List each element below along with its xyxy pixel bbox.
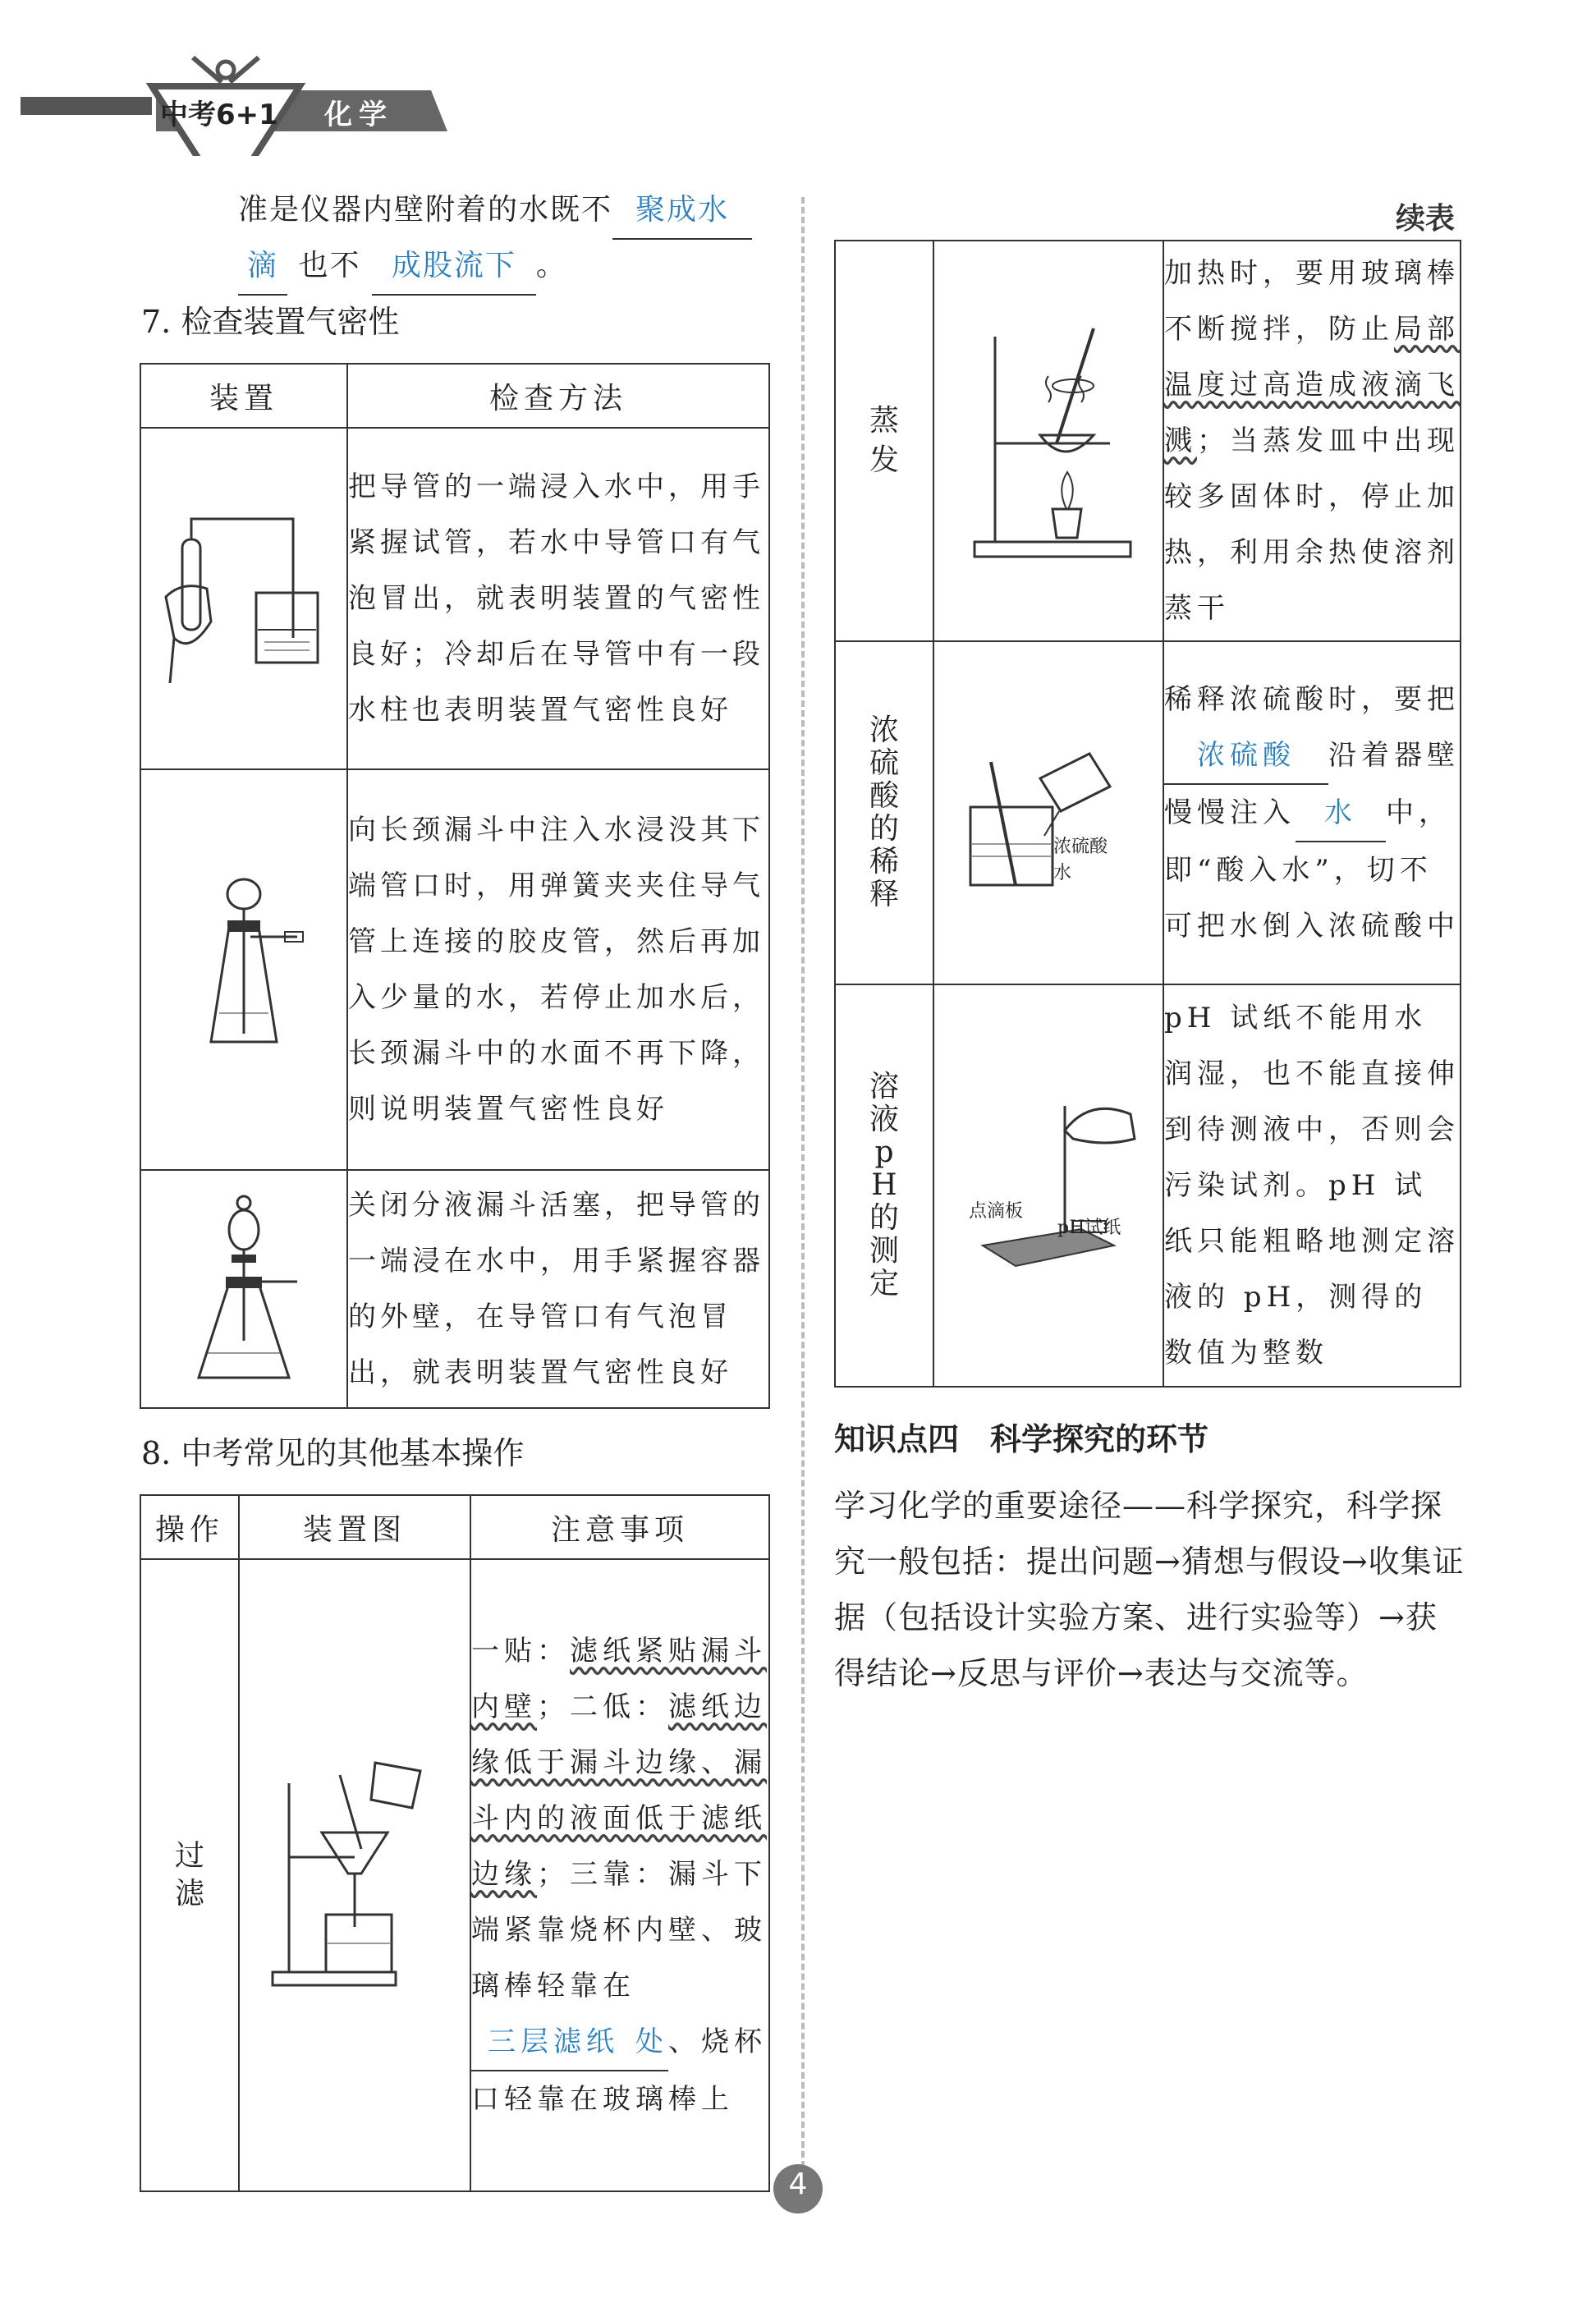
filter-note-part2: ；二低： xyxy=(537,1690,668,1723)
intro-line-2 xyxy=(238,238,567,296)
evaporate-note-part2: ；当蒸发皿中出现较多固体时，停止加热，利用余热使溶剂蒸干 xyxy=(1164,424,1460,625)
ph-fig-label-plate: 点滴板 xyxy=(969,1201,1024,1222)
page-number: 4 xyxy=(788,2168,808,2201)
table8-header-figure: 装置图 xyxy=(239,1495,470,1559)
table7-method-2: 向长颈漏斗中注入水浸没其下端管口时，用弹簧夹夹住导气管上连接的胶皮管，然后再加入少量的水，若停止加水后，长颈漏斗中的水面不再下降，则说明装置气密性良好 xyxy=(347,769,769,1170)
table7-figure-sep-funnel xyxy=(140,1170,347,1408)
filter-note-part3: ；三靠：漏斗下端紧靠烧杯内壁、玻璃棒轻靠在 xyxy=(471,1858,767,2002)
row-dilute-notes xyxy=(1163,641,1461,984)
knowledge-point-4-title: 知识点四 科学探究的环节 xyxy=(834,1421,1209,1457)
evaporate-note-part1: 加热时，要用玻璃棒不断搅拌，防止 xyxy=(1164,257,1460,346)
dilute-note-part2: 沿着器壁慢慢注入 xyxy=(1164,739,1460,829)
table7-method-1: 把导管的一端浸入水中，用手紧握试管，若水中导管口有气泡冒出，就表明装置的气密性良好；冷却后在导管中有一段水柱也表明装置气密性良好 xyxy=(347,428,769,769)
dilute-label: 浓硫酸的稀释 xyxy=(869,713,899,911)
filter-note-low: 滤纸边缘低于漏斗边缘、漏斗内的液面低于滤纸边缘 xyxy=(471,1690,767,1891)
evaporate-note-wavy: 局部温度过高造成液滴飞溅 xyxy=(1164,313,1460,457)
filter-blank: 三层滤纸 xyxy=(471,2014,635,2071)
row-evaporate-op xyxy=(835,241,933,641)
filter-note-stick: 滤纸紧贴漏斗内壁 xyxy=(471,1635,767,1723)
table8-notes-filter xyxy=(470,1559,769,2191)
dilute-fig-label-water: 水 xyxy=(1053,863,1072,883)
row-dilute-figure xyxy=(933,641,1163,984)
header-subject: 化学 xyxy=(324,99,393,131)
dilution-figure xyxy=(946,729,1151,893)
column-divider xyxy=(801,197,805,2168)
filter-note-part1: 一贴： xyxy=(471,1635,570,1667)
row-ph-op xyxy=(835,984,933,1387)
dilute-blank-2: 水 xyxy=(1296,785,1386,842)
table7-figure-long-funnel xyxy=(140,769,347,1170)
table7-header-device: 装置 xyxy=(140,364,347,428)
dilute-note-part1: 稀释浓硫酸时，要把 xyxy=(1164,683,1460,716)
intro-text: 准是仪器内壁附着的水既不 xyxy=(238,193,613,227)
test-tube-hand-figure xyxy=(149,498,338,695)
table-continued xyxy=(834,240,1461,1388)
row-dilute-op xyxy=(835,641,933,984)
dilute-note-part3: 中，即“酸入水”，切不可把水倒入浓硫酸中 xyxy=(1164,796,1460,943)
ph-label: 溶液pH的测定 xyxy=(869,1070,899,1300)
table7-header-method: 检查方法 xyxy=(347,364,769,428)
long-neck-funnel-figure xyxy=(162,869,326,1067)
row-ph-figure xyxy=(933,984,1163,1387)
table7-method-3: 关闭分液漏斗活塞，把导管的一端浸在水中，用手紧握容器的外壁，在导管口有气泡冒出，就表明装置气密性良好 xyxy=(347,1170,769,1408)
table7-figure-test-tube xyxy=(140,428,347,769)
header-brand: 中考6+1 xyxy=(160,99,278,131)
row-evaporate-notes xyxy=(1163,241,1461,641)
filter-label: 过滤 xyxy=(174,1839,204,1911)
separatory-funnel-figure xyxy=(162,1185,326,1390)
table8-header-op: 操作 xyxy=(140,1495,239,1559)
ph-test-figure xyxy=(950,1089,1147,1278)
row-ph-notes: pH 试纸不能用水润湿，也不能直接伸到待测液中，否则会污染试剂。pH 试纸只能粗略地测定溶液的 pH，测得的数值为整数 xyxy=(1163,984,1461,1387)
intro-mid-text: 也不 xyxy=(298,249,361,282)
intro-end: 。 xyxy=(535,249,567,282)
intro-line-1 xyxy=(238,182,752,240)
table8-figure-filter xyxy=(239,1559,470,2191)
section-7-title: 7. 检查装置气密性 xyxy=(141,304,400,340)
table8-op-filter xyxy=(140,1559,239,2191)
table-other-operations xyxy=(140,1494,770,2192)
table8-header-notes: 注意事项 xyxy=(470,1495,769,1559)
continued-label: 续表 xyxy=(1396,202,1456,236)
filter-blank-cont: 处 xyxy=(635,2014,668,2071)
intro-blank-1-cont: 滴 xyxy=(238,238,287,296)
section-8-title: 8. 中考常见的其他基本操作 xyxy=(141,1435,525,1471)
row-evaporate-figure xyxy=(933,241,1163,641)
table-airtightness xyxy=(140,363,770,1409)
filter-note-part4: 、烧杯口轻靠在玻璃棒上 xyxy=(471,2025,767,2116)
dilute-blank-1: 浓硫酸 xyxy=(1164,727,1328,785)
intro-blank-1: 聚成水 xyxy=(612,182,752,240)
intro-blank-2: 成股流下 xyxy=(372,238,536,296)
ph-fig-label-paper: pH试纸 xyxy=(1057,1218,1121,1238)
evaporation-figure xyxy=(958,312,1139,567)
filtration-figure xyxy=(264,1750,445,1997)
evaporate-label: 蒸发 xyxy=(869,404,899,477)
knowledge-point-4-body: 学习化学的重要途径——科学探究，科学探究一般包括：提出问题→猜想与假设→收集证据（包括设计实验方案、进行实验等）→获得结论→反思与评价→表达与交流等。 xyxy=(834,1488,1465,1691)
dilute-fig-label-acid: 浓硫酸 xyxy=(1053,837,1108,857)
